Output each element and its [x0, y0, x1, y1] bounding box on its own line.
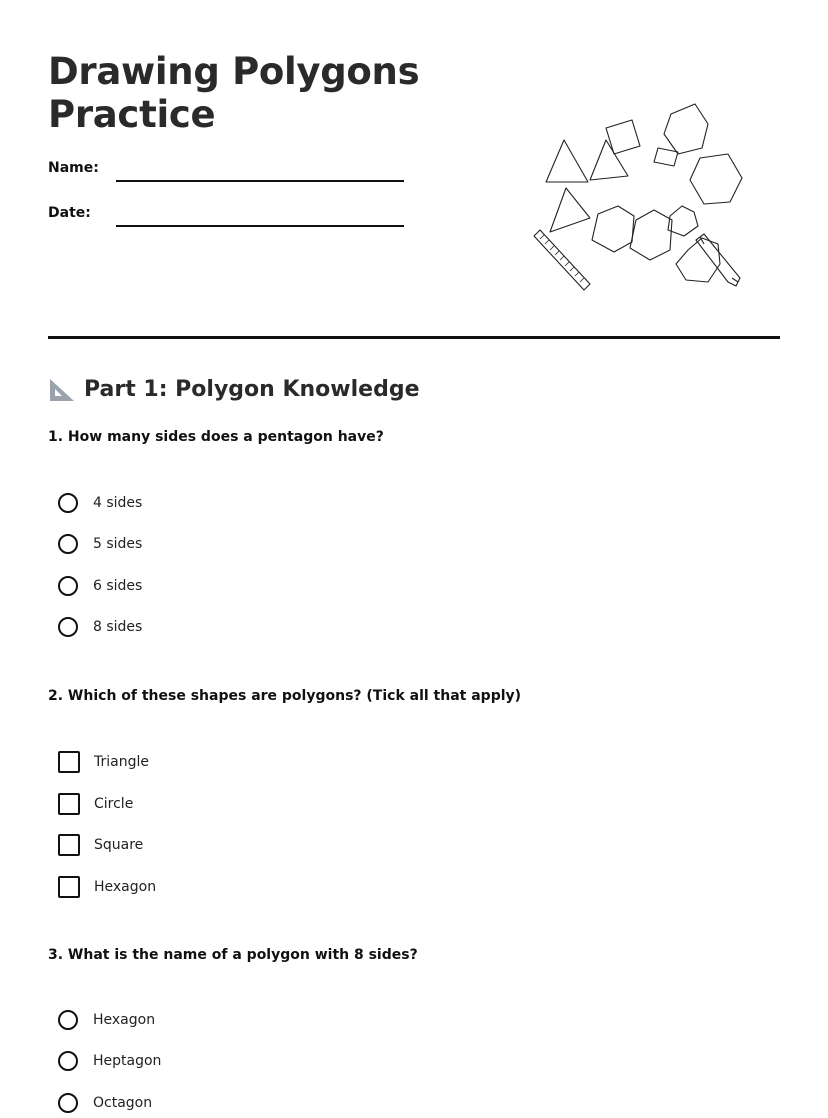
- question-3-option-1[interactable]: [58, 1008, 155, 1032]
- part-1-title: Part 1: Polygon Knowledge: [84, 376, 420, 402]
- name-label: Name:: [48, 160, 99, 176]
- question-1-option-1[interactable]: [58, 491, 142, 515]
- question-3-text: 3. What is the name of a polygon with 8 sides?: [48, 947, 418, 963]
- title-line-1: Drawing Polygons: [48, 50, 420, 93]
- section-divider: [48, 336, 780, 339]
- option-label: Circle: [94, 796, 134, 812]
- question-2-option-3[interactable]: [58, 833, 143, 857]
- option-label: Octagon: [93, 1095, 153, 1111]
- polygon-shapes-illustration-icon: [528, 98, 748, 298]
- worksheet-title: [48, 50, 468, 136]
- radio-button[interactable]: [58, 1093, 78, 1113]
- option-label: Hexagon: [93, 1012, 156, 1028]
- question-1-text: 1. How many sides does a pentagon have?: [48, 429, 384, 445]
- option-label: Triangle: [94, 754, 149, 770]
- option-label: 8 sides: [93, 619, 143, 635]
- question-3-option-2[interactable]: [58, 1049, 161, 1073]
- name-field-row: [48, 160, 408, 184]
- radio-button[interactable]: [58, 534, 78, 554]
- date-field-row: [48, 205, 408, 229]
- part-1-heading: [48, 372, 420, 406]
- question-1-option-4[interactable]: [58, 615, 142, 639]
- title-line-2: Practice: [48, 93, 216, 136]
- radio-button[interactable]: [58, 493, 78, 513]
- question-2-option-1[interactable]: [58, 750, 149, 774]
- checkbox[interactable]: [58, 834, 80, 856]
- date-line-field[interactable]: [116, 225, 404, 227]
- option-label: Heptagon: [93, 1053, 162, 1069]
- radio-button[interactable]: [58, 1051, 78, 1071]
- question-2-option-4[interactable]: [58, 875, 156, 899]
- option-label: 6 sides: [93, 578, 143, 594]
- question-2-text: 2. Which of these shapes are polygons? (Tick all that apply): [48, 688, 522, 704]
- question-1-option-3[interactable]: [58, 574, 142, 598]
- radio-button[interactable]: [58, 576, 78, 596]
- option-label: 5 sides: [93, 536, 143, 552]
- date-label: Date:: [48, 205, 91, 221]
- option-label: Hexagon: [94, 879, 157, 895]
- radio-button[interactable]: [58, 617, 78, 637]
- option-label: Square: [94, 837, 144, 853]
- question-1-option-2[interactable]: [58, 532, 142, 556]
- checkbox[interactable]: [58, 751, 80, 773]
- option-label: 4 sides: [93, 495, 143, 511]
- radio-button[interactable]: [58, 1010, 78, 1030]
- checkbox[interactable]: [58, 793, 80, 815]
- question-3-option-3[interactable]: [58, 1091, 152, 1115]
- question-2-option-2[interactable]: [58, 792, 133, 816]
- name-line-field[interactable]: [116, 180, 404, 182]
- checkbox[interactable]: [58, 876, 80, 898]
- set-square-icon: [48, 375, 76, 403]
